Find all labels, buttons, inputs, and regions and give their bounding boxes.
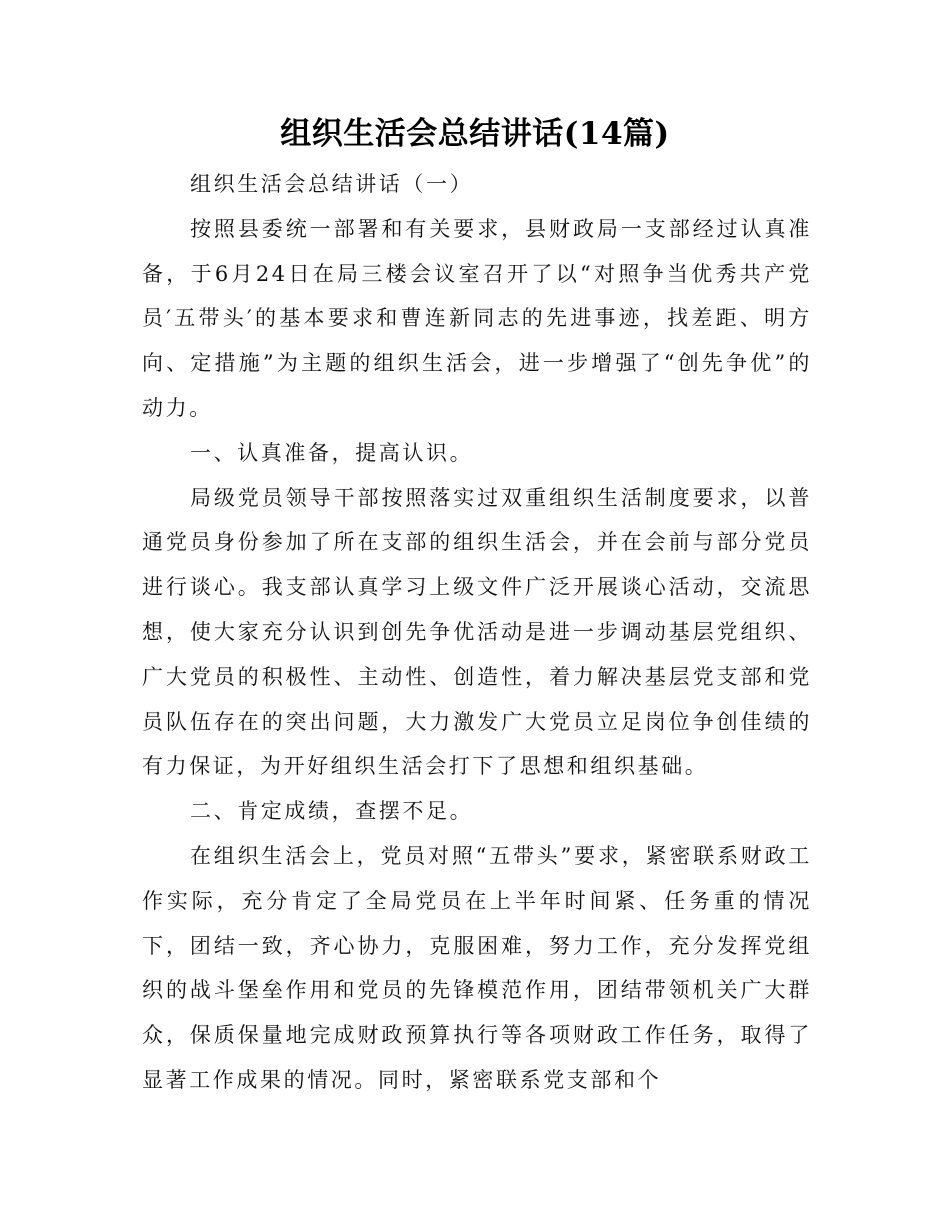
- paragraph-section-1: 局级党员领导干部按照落实过双重组织生活制度要求，以普通党员身份参加了所在支部的组织生活会，并在会前与部分党员进行谈心。我支部认真学习上级文件广泛开展谈心活动，交流思想，使大家充分认识到创先争优活动是进一步调动基层党组织、广大党员的积极性、主动性、创造性，着力解决基层党支部和党员队伍存在的突出问题，大力激发广大党员立足岗位争创佳绩的有力保证，为开好组织生活会打下了思想和组织基础。: [142, 485, 812, 779]
- paragraph-section-2: 在组织生活会上，党员对照“五带头”要求，紧密联系财政工作实际，充分肯定了全局党员在上半年时间紧、任务重的情况下，团结一致，齐心协力，克服困难，努力工作，充分发挥党组织的战斗堡垒作用和党员的先锋模范作用，团结带领机关广大群众，保质保量地完成财政预算执行等各项财政工作任务，取得了显著工作成果的情况。同时，紧密联系党支部和个: [142, 843, 812, 1092]
- paragraph-subtitle: 组织生活会总结讲话（一）: [190, 172, 474, 196]
- document-body: [142, 162, 812, 1103]
- paragraph-intro: 按照县委统一部署和有关要求，县财政局一支部经过认真准备，于6月24日在局三楼会议室召开了以“对照争当优秀共产党员′五带头′的基本要求和曹连新同志的先进事迹，找差距、明方向、定措施”为主题的组织生活会，进一步增强了“创先争优”的动力。: [142, 216, 812, 420]
- document-title: 组织生活会总结讲话(14篇): [280, 116, 670, 152]
- section-heading-1: 一、认真准备，提高认识。: [190, 440, 474, 465]
- section-heading-2: 二、肯定成绩，查摆不足。: [190, 799, 474, 824]
